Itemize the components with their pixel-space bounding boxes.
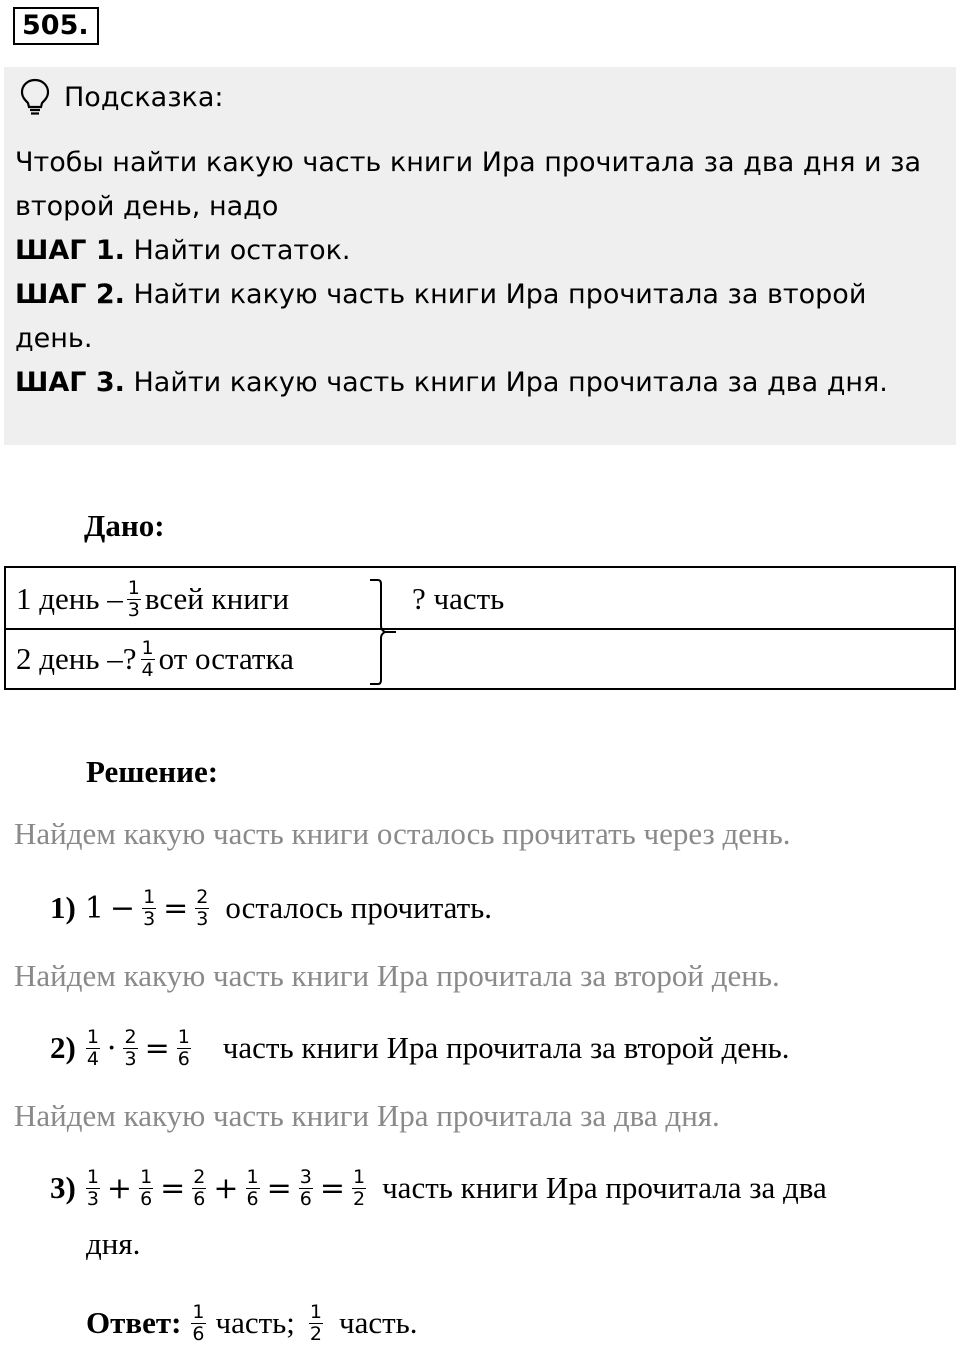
denominator: 6: [140, 1187, 153, 1210]
denominator: 6: [192, 1322, 205, 1345]
given-row-prefix: 1 день –: [16, 581, 123, 616]
fraction: [86, 1027, 100, 1070]
math-term: 1: [84, 890, 104, 926]
fraction: [123, 1027, 137, 1070]
solution-step-1: [50, 880, 492, 936]
answer-text: часть;: [215, 1305, 295, 1340]
denominator: 6: [193, 1187, 206, 1210]
denominator: 4: [141, 658, 154, 681]
given-row-2: [16, 634, 294, 684]
hint-box: [4, 67, 956, 445]
fraction: [141, 638, 155, 681]
step-text: осталось прочитать.: [225, 890, 493, 925]
hint-step-text: Найти какую часть книги Ира прочитала за два дня.: [124, 367, 888, 398]
solution-title: Решение:: [86, 754, 219, 789]
fraction: [127, 578, 141, 621]
equals-sign: =: [163, 890, 189, 926]
given-row-suffix: от остатка: [158, 641, 294, 676]
hint-step-label: ШАГ 3.: [15, 367, 125, 398]
numerator: 1: [86, 1165, 99, 1188]
denominator: 2: [353, 1187, 366, 1210]
given-row-1: [16, 574, 289, 624]
denominator: 6: [246, 1187, 259, 1210]
given-table: [4, 566, 956, 690]
solution-step-3: [50, 1160, 827, 1216]
fraction: [195, 887, 209, 930]
fraction: [177, 1027, 191, 1070]
step-label: 3): [50, 1170, 76, 1205]
exercise-number: 505.: [13, 7, 99, 45]
right-brace-icon: [366, 576, 406, 688]
numerator: 3: [299, 1165, 312, 1188]
hint-text: [15, 141, 945, 405]
numerator: 1: [353, 1165, 366, 1188]
fraction: [246, 1167, 260, 1210]
numerator: 1: [192, 1300, 205, 1323]
fraction: [142, 887, 156, 930]
equals-sign: =: [266, 1170, 292, 1206]
solution-step-3-continued: [86, 1224, 140, 1264]
fraction: [352, 1167, 366, 1210]
lightbulb-icon: [20, 78, 50, 116]
given-row-prefix: 2 день –?: [16, 641, 137, 676]
answer-text: часть.: [339, 1305, 418, 1340]
hint-step-text: Найти какую часть книги Ира прочитала за второй день.: [15, 279, 867, 354]
denominator: 3: [86, 1187, 99, 1210]
denominator: 6: [299, 1187, 312, 1210]
step-text: часть книги Ира прочитала за второй день.: [222, 1030, 790, 1065]
answer-label: Ответ:: [86, 1305, 182, 1340]
hint-step-label: ШАГ 2.: [15, 279, 125, 310]
hint-step-1: [15, 229, 945, 273]
equals-sign: =: [160, 1170, 186, 1206]
given-question: ? часть: [412, 581, 505, 616]
fraction: [139, 1167, 153, 1210]
numerator: 1: [143, 885, 156, 908]
fraction: [192, 1167, 206, 1210]
hint-step-2: [15, 273, 945, 361]
numerator: 1: [86, 1025, 99, 1048]
minus-sign: −: [109, 890, 136, 926]
numerator: 1: [177, 1025, 190, 1048]
given-title: Дано:: [84, 508, 165, 543]
multiply-sign: ·: [106, 1030, 117, 1066]
fraction: [86, 1167, 100, 1210]
plus-sign: +: [106, 1170, 133, 1206]
step-text: часть книги Ира прочитала за два: [382, 1170, 827, 1205]
hint-step-label: ШАГ 1.: [15, 235, 125, 266]
table-divider: [6, 628, 954, 630]
denominator: 4: [86, 1047, 99, 1070]
step-text: дня.: [86, 1226, 141, 1261]
solution-step-2: [50, 1020, 790, 1076]
fraction: [191, 1302, 205, 1345]
step-label: 1): [50, 890, 76, 925]
numerator: 1: [309, 1300, 323, 1323]
hint-title: [20, 77, 224, 117]
given-row-suffix: всей книги: [144, 581, 290, 616]
numerator: 1: [140, 1165, 153, 1188]
numerator: 2: [124, 1025, 137, 1048]
denominator: 3: [196, 907, 209, 930]
step-label: 2): [50, 1030, 76, 1065]
solution-explanation-3: Найдем какую часть книги Ира прочитала за два дня.: [14, 1098, 720, 1133]
hint-title-text: Подсказка:: [64, 81, 224, 113]
denominator: 3: [127, 598, 140, 621]
equals-sign: =: [144, 1030, 170, 1066]
denominator: 3: [124, 1047, 137, 1070]
numerator: 1: [127, 576, 140, 599]
fraction: [299, 1167, 313, 1210]
solution-explanation-2: Найдем какую часть книги Ира прочитала за второй день.: [14, 958, 780, 993]
equals-sign: =: [319, 1170, 345, 1206]
solution-explanation-1: Найдем какую часть книги осталось прочитать через день.: [14, 816, 791, 851]
fraction: [309, 1302, 323, 1345]
denominator: 2: [309, 1322, 323, 1345]
denominator: 6: [177, 1047, 190, 1070]
numerator: 1: [141, 636, 154, 659]
numerator: 2: [193, 1165, 206, 1188]
hint-intro: Чтобы найти какую часть книги Ира прочитала за два дня и за второй день, надо: [15, 147, 922, 222]
plus-sign: +: [213, 1170, 239, 1206]
numerator: 1: [246, 1165, 259, 1188]
hint-step-3: [15, 361, 945, 405]
answer: [86, 1294, 418, 1352]
denominator: 3: [143, 907, 156, 930]
hint-step-text: Найти остаток.: [124, 235, 351, 266]
numerator: 2: [196, 885, 209, 908]
